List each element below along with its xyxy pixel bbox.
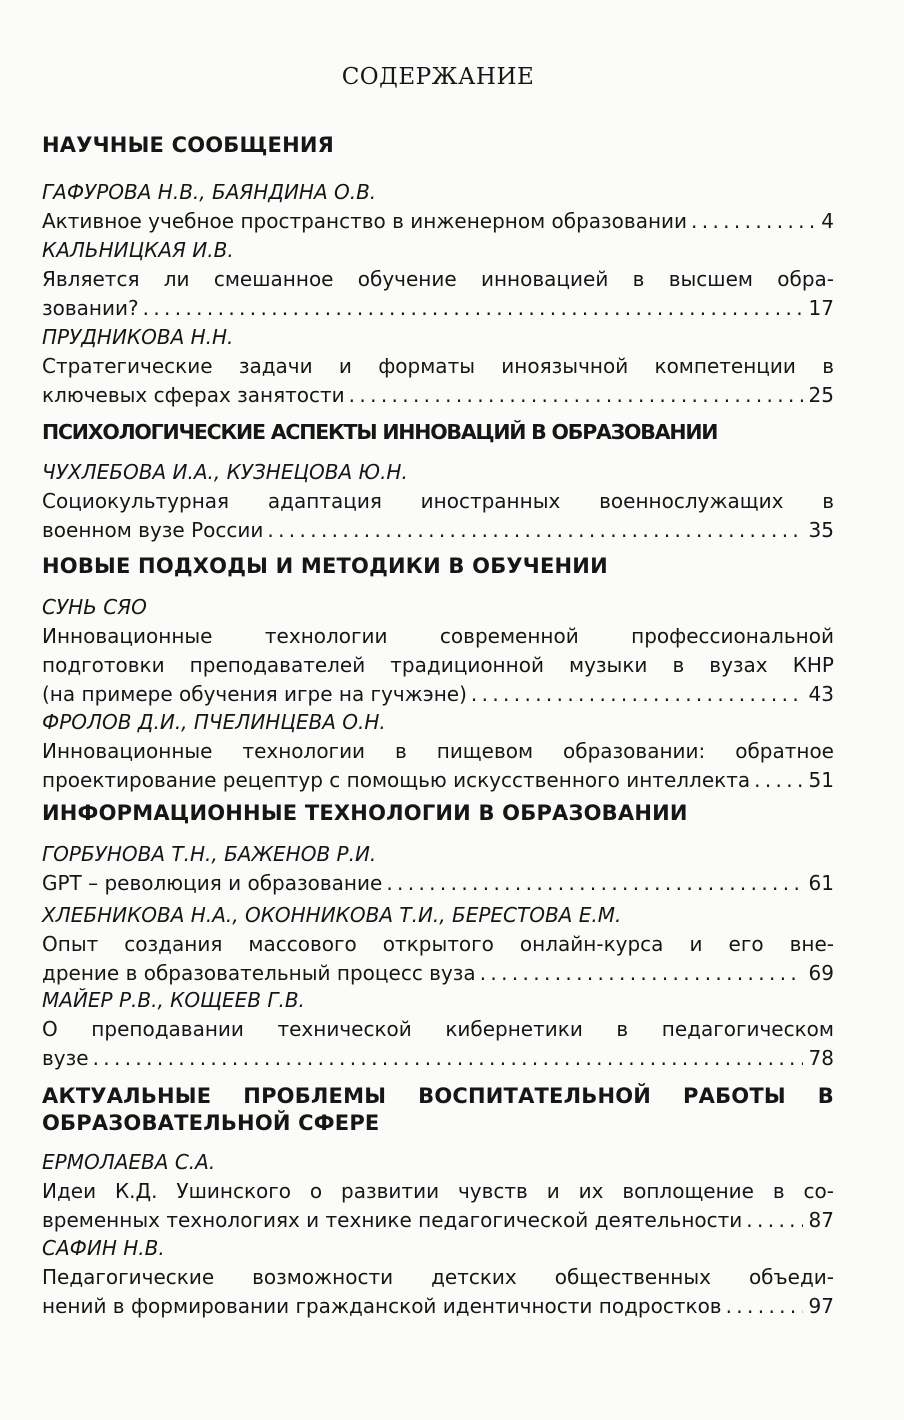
toc-entry[interactable] [42, 708, 834, 795]
entry-title-line [42, 1044, 834, 1073]
entry-page-number: 97 [808, 1294, 834, 1318]
entry-title-line: О преподавании технической кибернетики в педагогическом [42, 1017, 834, 1041]
entry-title-line [42, 207, 834, 236]
entry-title-line [42, 294, 834, 323]
toc-entry[interactable] [42, 323, 834, 410]
entry-title-line [42, 869, 834, 898]
toc-entry[interactable] [42, 458, 834, 545]
entry-title-text: военном вузе России [42, 518, 264, 542]
entry-page-number: 25 [808, 383, 834, 407]
leader-dots [691, 207, 815, 236]
entry-authors: ФРОЛОВ Д.И., ПЧЕЛИНЦЕВА О.Н. [42, 710, 386, 734]
leader-dots [471, 680, 803, 709]
leader-dots [267, 516, 802, 545]
entry-page-number: 43 [808, 682, 834, 706]
entry-authors: СУНЬ СЯО [42, 595, 147, 619]
entry-title-text: Активное учебное пространство в инженерном образовании [42, 209, 688, 233]
toc-entry[interactable] [42, 178, 834, 236]
entry-page-number: 4 [821, 209, 834, 233]
entry-page-number: 51 [808, 768, 834, 792]
entry-title-text: ключевых сферах занятости [42, 383, 345, 407]
section-heading-it-in-education: ИНФОРМАЦИОННЫЕ ТЕХНОЛОГИИ В ОБРАЗОВАНИИ [42, 801, 688, 825]
entry-page-number: 35 [808, 518, 834, 542]
entry-page-number: 17 [808, 296, 834, 320]
entry-title-text: зовании? [42, 296, 139, 320]
toc-entry[interactable] [42, 593, 834, 709]
page-title: СОДЕРЖАНИЕ [341, 64, 535, 90]
entry-title-text: проектирование рецептур с помощью искусственного интеллекта [42, 768, 751, 792]
entry-title-text: нений в формировании гражданской идентичности подростков [42, 1294, 722, 1318]
leader-dots [386, 869, 802, 898]
entry-authors: САФИН Н.В. [42, 1236, 165, 1260]
entry-page-number: 61 [808, 871, 834, 895]
entry-page-number: 78 [808, 1046, 834, 1070]
entry-title-line [42, 1292, 834, 1321]
leader-dots [143, 294, 803, 323]
entry-title-line [42, 1206, 834, 1235]
entry-authors: ПРУДНИКОВА Н.Н. [42, 325, 234, 349]
entry-authors: КАЛЬНИЦКАЯ И.В. [42, 238, 234, 262]
entry-title-line: Педагогические возможности детских общественных объеди- [42, 1265, 834, 1289]
leader-dots [349, 381, 803, 410]
entry-authors: МАЙЕР Р.В., КОЩЕЕВ Г.В. [42, 988, 305, 1012]
entry-title-line: Идеи К.Д. Ушинского о развитии чувств и их воплощение в со- [42, 1179, 834, 1203]
entry-title-text: дрение в образовательный процесс вуза [42, 961, 476, 985]
entry-title-line: Опыт создания массового открытого онлайн-курса и его вне- [42, 932, 834, 956]
entry-title-line [42, 680, 834, 709]
entry-title-line: подготовки преподавателей традиционной музыки в вузах КНР [42, 653, 834, 677]
leader-dots [93, 1044, 803, 1073]
entry-title-text: вузе [42, 1046, 89, 1070]
entry-title-line: Инновационные технологии современной профессиональной [42, 624, 834, 648]
entry-authors: ГАФУРОВА Н.В., БАЯНДИНА О.В. [42, 180, 377, 204]
toc-entry[interactable] [42, 236, 834, 323]
toc-entry[interactable] [42, 1234, 834, 1321]
toc-entry[interactable] [42, 840, 834, 898]
entry-title-line: Социокультурная адаптация иностранных военнослужащих в [42, 489, 834, 513]
section-heading-psychological-aspects: ПСИХОЛОГИЧЕСКИЕ АСПЕКТЫ ИННОВАЦИЙ В ОБРАЗОВАНИИ [42, 420, 718, 444]
entry-page-number: 87 [808, 1208, 834, 1232]
entry-authors: ХЛЕБНИКОВА Н.А., ОКОННИКОВА Т.И., БЕРЕСТОВА Е.М. [42, 903, 622, 927]
entry-title-line [42, 516, 834, 545]
entry-authors: ЧУХЛЕБОВА И.А., КУЗНЕЦОВА Ю.Н. [42, 460, 408, 484]
entry-page-number: 69 [808, 961, 834, 985]
entry-authors: ГОРБУНОВА Т.Н., БАЖЕНОВ Р.И. [42, 842, 377, 866]
leader-dots [726, 1292, 803, 1321]
entry-authors: ЕРМОЛАЕВА С.А. [42, 1150, 216, 1174]
entry-title-line [42, 766, 834, 795]
toc-entry[interactable] [42, 901, 834, 988]
leader-dots [480, 959, 803, 988]
entry-title-line: Является ли смешанное обучение инновацией в высшем обра- [42, 267, 834, 291]
entry-title-line [42, 959, 834, 988]
section-heading-upbringing-problems: АКТУАЛЬНЫЕ ПРОБЛЕМЫ ВОСПИТАТЕЛЬНОЙ РАБОТЫ В ОБРАЗОВАТЕЛЬНОЙ СФЕРЕ [42, 1084, 834, 1135]
entry-title-text: GPT – революция и образование [42, 871, 383, 895]
toc-entry[interactable] [42, 986, 834, 1073]
leader-dots [746, 1206, 802, 1235]
section-heading-scientific-reports: НАУЧНЫЕ СООБЩЕНИЯ [42, 133, 335, 157]
entry-title-line [42, 381, 834, 410]
entry-title-line: Стратегические задачи и форматы иноязычной компетенции в [42, 354, 834, 378]
entry-title-text: временных технологиях и технике педагогической деятельности [42, 1208, 743, 1232]
toc-entry[interactable] [42, 1148, 834, 1235]
section-heading-new-approaches: НОВЫЕ ПОДХОДЫ И МЕТОДИКИ В ОБУЧЕНИИ [42, 554, 608, 578]
entry-title-line: Инновационные технологии в пищевом образовании: обратное [42, 739, 834, 763]
leader-dots [754, 766, 802, 795]
entry-title-text: (на примере обучения игре на гучжэне) [42, 682, 467, 706]
